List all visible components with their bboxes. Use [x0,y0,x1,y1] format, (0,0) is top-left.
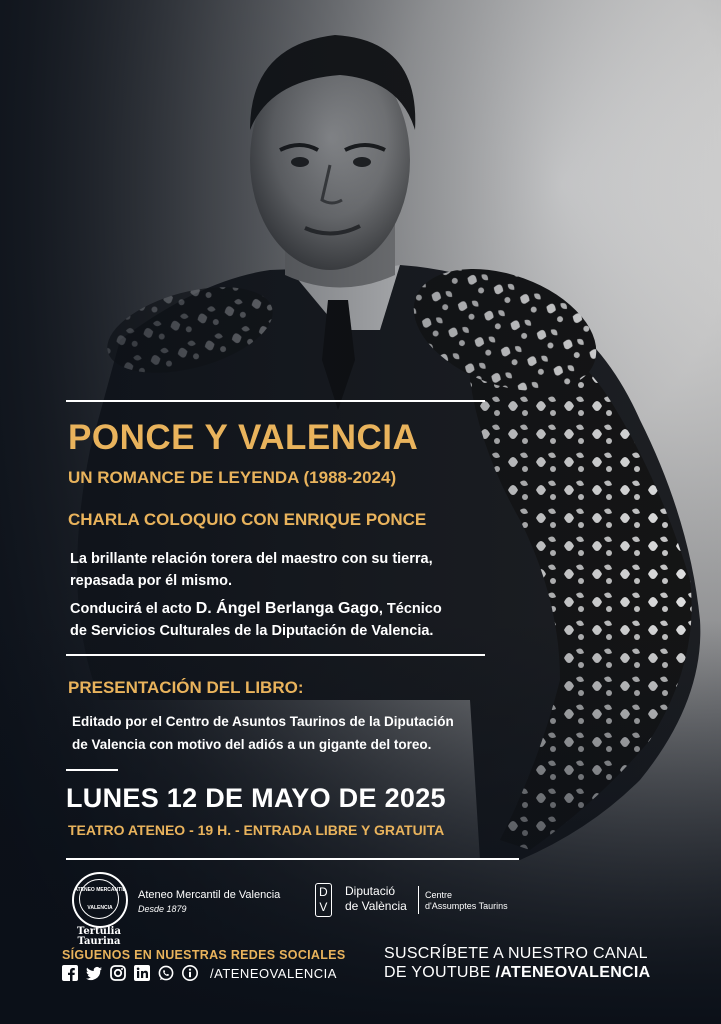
top-rule [66,400,485,402]
ateneo-name: Ateneo Mercantil de Valencia [138,889,281,901]
centre-line-2: d'Assumptes Taurins [425,901,508,911]
event-subtitle: UN ROMANCE DE LEYENDA (1988-2024) [68,468,397,487]
host-name: D. Ángel Berlanga Gago [195,600,379,617]
event-date: LUNES 12 DE MAYO DE 2025 [66,783,446,813]
event-description [70,548,490,592]
description-line-1: La brillante relación torera del maestro con su tierra, [70,551,433,567]
book-heading: PRESENTACIÓN DEL LIBRO: [68,678,304,697]
youtube-handle[interactable]: /ATENEOVALENCIA [495,964,651,981]
host-prefix: Conducirá el acto [70,601,196,617]
host-line-2: de Servicios Culturales de la Diputación de Valencia. [70,623,434,639]
host-line-1 [70,598,500,620]
centre-line-1: Centre [425,890,453,900]
seal-text-2: VALENCIA [87,905,113,911]
logo-divider [418,886,419,914]
tertulia-line-2: Taurina [77,936,121,947]
linkedin-icon[interactable] [134,965,150,981]
diputacio-dv-logo [315,883,332,917]
follow-us-label: SÍGUENOS EN NUESTRAS REDES SOCIALES [62,948,346,962]
bottom-rule [66,858,519,860]
event-title: PONCE Y VALENCIA [68,418,419,457]
facebook-icon[interactable] [62,965,78,981]
youtube-cta-line-1: SUSCRÍBETE A NUESTRO CANAL [384,945,648,962]
host-suffix: , Técnico [378,601,442,617]
twitter-icon[interactable] [86,965,102,981]
book-line-1: Editado por el Centro de Asuntos Taurinos de la Diputación [72,714,454,729]
ateneo-since: Desde 1879 [138,904,187,914]
seal-text-1: ATENEO MERCANTIL [74,887,126,893]
short-rule [66,769,118,771]
diputacio-line-2: de València [345,899,407,913]
social-links [62,965,337,981]
info-icon[interactable] [182,965,198,981]
tertulia-line-1: Tertulia [77,926,121,937]
book-line-2: de Valencia con motivo del adiós a un gigante del toreo. [72,737,432,752]
dv-letter-2: V [319,900,328,914]
middle-rule [66,654,485,656]
whatsapp-icon[interactable] [158,965,174,981]
youtube-prefix: DE YOUTUBE [384,964,496,981]
social-handle[interactable]: /ATENEOVALENCIA [210,965,337,981]
book-description [72,710,492,756]
diputacio-name [345,884,407,914]
centre-taurins-name [425,890,508,912]
instagram-icon[interactable] [110,965,126,981]
description-line-2: repasada por él mismo. [70,573,232,589]
event-venue: TEATRO ATENEO - 19 H. - ENTRADA LIBRE Y GRATUITA [68,822,445,838]
youtube-cta-line-2 [384,964,651,982]
host-info [70,598,500,642]
ateneo-seal-logo [72,872,128,928]
talk-heading: CHARLA COLOQUIO CON ENRIQUE PONCE [68,510,427,529]
tertulia-taurina-label [70,927,128,947]
diputacio-line-1: Diputació [345,884,396,898]
dv-letter-1: D [319,885,328,899]
